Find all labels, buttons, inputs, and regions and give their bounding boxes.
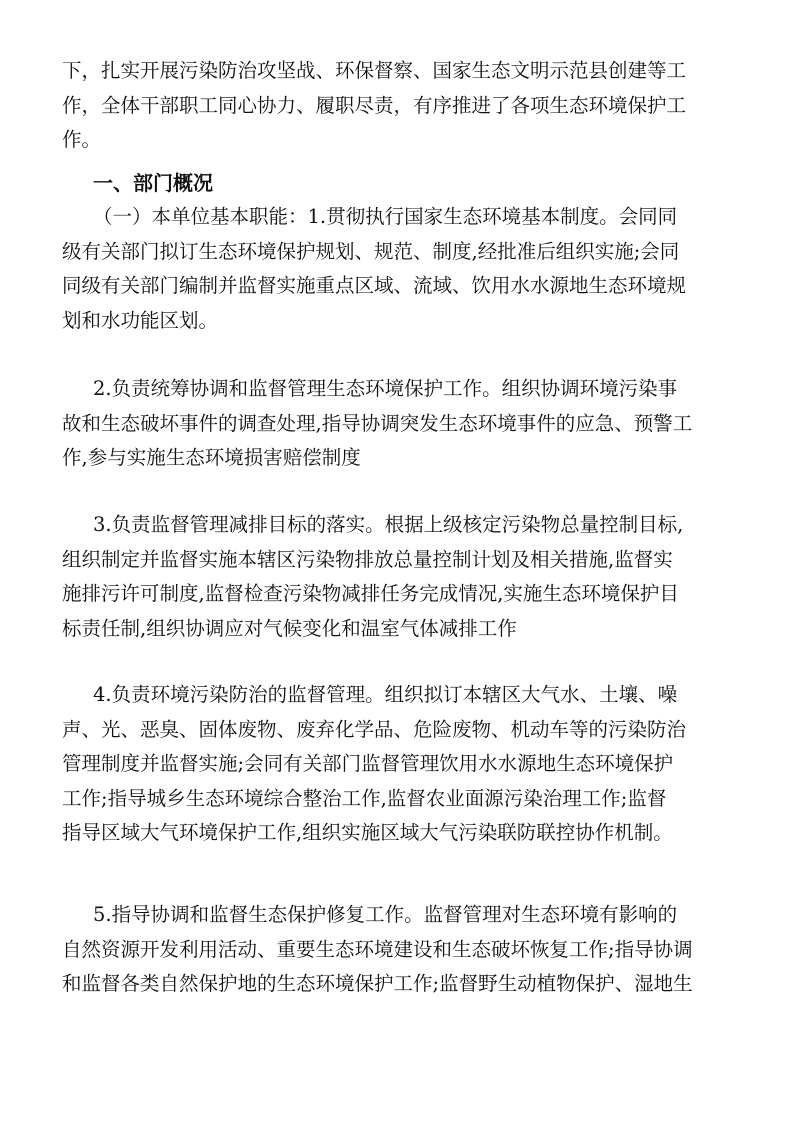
para4-line-5: 指导区域大气环境保护工作,组织实施区域大气污染联防联控协作机制。 [62, 821, 673, 844]
intro-line-2: 作，全体干部职工同心协力、履职尽责，有序推进了各项生态环境保护工 [62, 93, 687, 117]
para1-line-1: （一）本单位基本职能：1.贯彻执行国家生态环境基本制度。会同同 [93, 205, 678, 228]
para5-line-2: 自然资源开发利用活动、重要生态环境建设和生态破坏恢复工作;指导协调 [62, 937, 693, 961]
para2-line-2: 故和生态破坏事件的调查处理,指导协调突发生态环境事件的应急、预警工 [62, 411, 693, 435]
paragraph-item-2 [62, 372, 742, 476]
para3-line-4: 标责任制,组织协调应对气候变化和温室气体减排工作 [62, 616, 517, 640]
para5-line-1: 5.指导协调和监督生态保护修复工作。监督管理对生态环境有影响的 [93, 903, 678, 926]
para1-line-4: 划和水功能区划。 [62, 308, 219, 332]
intro-paragraph [62, 54, 742, 158]
intro-line-3: 作。 [62, 128, 102, 151]
para2-line-3: 作,参与实施生态环境损害赔偿制度 [62, 446, 361, 469]
para5-line-3: 和监督各类自然保护地的生态环境保护工作;监督野生动植物保护、湿地生 [62, 972, 693, 995]
para2-line-1: 2.负责统筹协调和监督管理生态环境保护工作。组织协调环境污染事 [93, 377, 678, 400]
intro-line-1: 下，扎实开展污染防治攻坚战、环保督察、国家生态文明示范县创建等工 [62, 59, 687, 82]
para3-line-2: 组织制定并监督实施本辖区污染物排放总量控制计划及相关措施,监督实 [62, 547, 673, 571]
paragraph-item-5 [62, 898, 742, 1002]
para4-line-4: 工作;指导城乡生态环境综合整治工作,监督农业面源污染治理工作;监督 [62, 786, 667, 810]
paragraph-item-3 [62, 508, 742, 646]
paragraph-item-4 [62, 678, 742, 851]
para3-line-3: 施排污许可制度,监督检查污染物减排任务完成情况,实施生态环境保护目 [62, 582, 679, 605]
para4-line-1: 4.负责环境污染防治的监督管理。组织拟订本辖区大气水、土壤、噪 [93, 683, 678, 706]
para3-line-1: 3.负责监督管理减排目标的落实。根据上级核定污染物总量控制目标, [93, 513, 684, 536]
para4-line-3: 管理制度并监督实施;会同有关部门监督管理饮用水水源地生态环境保护 [62, 752, 674, 775]
para1-line-3: 同级有关部门编制并监督实施重点区域、流域、饮用水水源地生态环境规 [62, 274, 687, 297]
section-heading-department-overview: 一、部门概况 [93, 171, 213, 195]
paragraph-basic-functions [62, 200, 742, 338]
para4-line-2: 声、光、恶臭、固体废物、废弃化学品、危险废物、机动车等的污染防治 [62, 717, 687, 741]
para1-line-2: 级有关部门拟订生态环境保护规划、规范、制度,经批准后组织实施;会同 [62, 239, 680, 263]
